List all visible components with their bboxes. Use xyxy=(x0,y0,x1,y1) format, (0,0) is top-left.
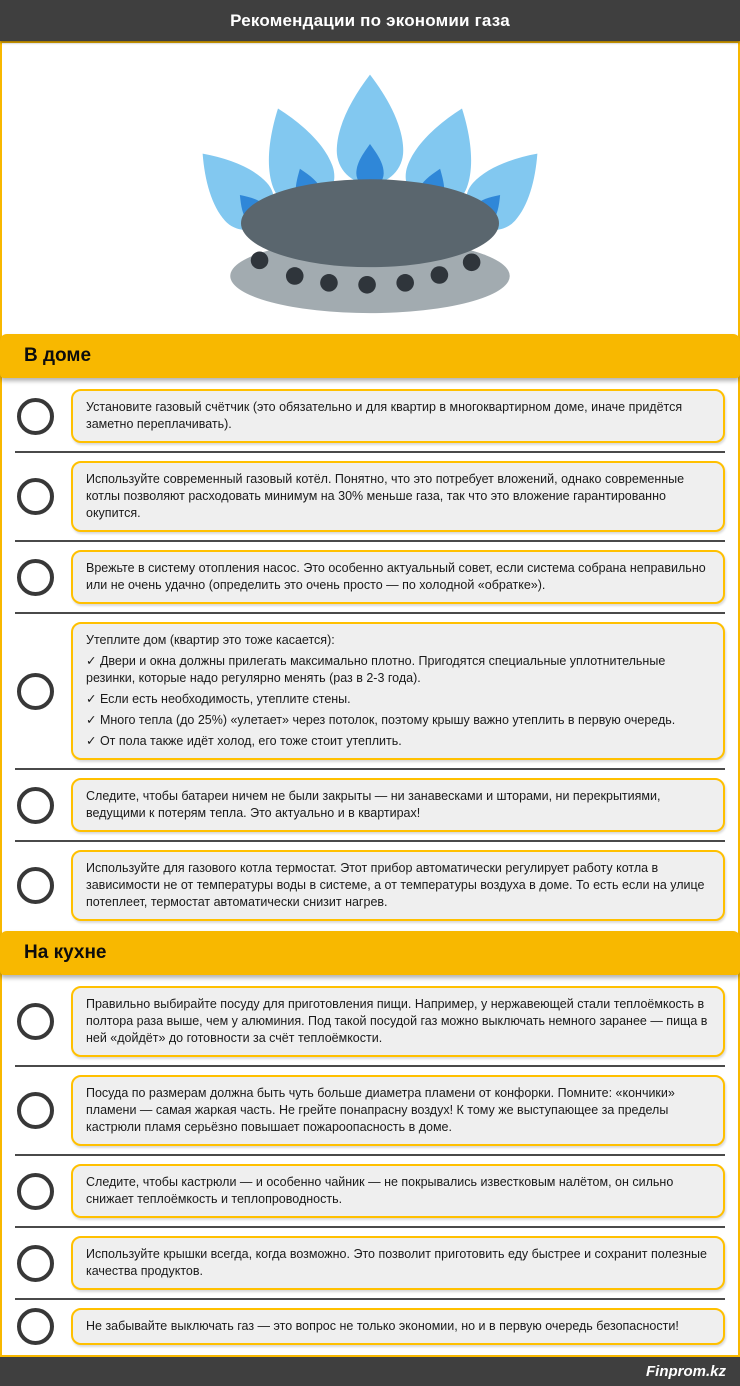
section-title: На кухне xyxy=(24,942,107,963)
tip-row xyxy=(15,840,725,929)
tip-text: Используйте для газового котла термостат. Этот прибор автоматически регулирует работу котла в зависимости не от температуры воды в системе, а от температуры воздуха в доме. То есть если на улице потеплеет, термостат автоматически снизит нагрев. xyxy=(86,861,705,909)
sections-container xyxy=(2,334,738,1355)
tip-text-box xyxy=(71,461,725,532)
tip-text-box xyxy=(71,389,725,443)
checkbox-circle[interactable] xyxy=(17,673,54,710)
tip-row xyxy=(15,451,725,540)
tip-text: Установите газовый счётчик (это обязательно и для квартир в многоквартирном доме, иначе придётся заметно переплачивать). xyxy=(86,400,683,431)
tip-text: Следите, чтобы батареи ничем не были закрыты — ни занавесками и шторами, ни перекрытиями, ведущими к потерям тепла. Это актуально и в квартирах! xyxy=(86,789,661,820)
tip-row xyxy=(15,1298,725,1353)
section xyxy=(2,931,738,1355)
section xyxy=(2,334,738,931)
checkbox-circle[interactable] xyxy=(17,1092,54,1129)
tip-text: ✓ Много тепла (до 25%) «улетает» через потолок, поэтому крышу важно утеплить в первую очередь. xyxy=(86,713,676,727)
flame-center-icon xyxy=(337,74,403,186)
checkbox-circle[interactable] xyxy=(17,559,54,596)
tip-row xyxy=(15,381,725,451)
tip-text: Врежьте в систему отопления насос. Это особенно актуальный совет, если система собрана неправильно или не очень удачно (определить это очень просто — по холодной «обратке»). xyxy=(86,561,706,592)
tip-text: Утеплите дом (квартир это тоже касается): xyxy=(86,633,335,647)
tip-text-box xyxy=(71,1164,725,1218)
checkbox-circle[interactable] xyxy=(17,478,54,515)
checkbox-circle[interactable] xyxy=(17,1245,54,1282)
checkbox-circle[interactable] xyxy=(17,1003,54,1040)
tip-row xyxy=(15,978,725,1065)
tip-text-box xyxy=(71,1308,725,1345)
checkbox-circle[interactable] xyxy=(17,1173,54,1210)
gas-burner-illustration xyxy=(2,43,738,334)
tip-text: Посуда по размерам должна быть чуть больше диаметра пламени от конфорки. Помните: «кончики» пламени — самая жаркая часть. Не грейте понапрасну воздух! К тому же выступающее за пределы кастрюли пламя серьёзно повышает пожароопасность в доме. xyxy=(86,1086,675,1134)
tip-text-box xyxy=(71,986,725,1057)
tip-text: Используйте крышки всегда, когда возможно. Это позволит приготовить еду быстрее и сохранит полезные качества продуктов. xyxy=(86,1247,707,1278)
tip-text: ✓ Двери и окна должны прилегать максимально плотно. Пригодятся специальные уплотнительные резинки, которые надо регулярно менять (раз в 2-3 года). xyxy=(86,654,666,685)
tip-text: Используйте современный газовый котёл. Понятно, что это потребует вложений, однако современные котлы позволяют расходовать минимум на 30% меньше газа, так что это вложение гарантированно окупится. xyxy=(86,472,685,520)
tip-text-box xyxy=(71,1236,725,1290)
tip-row xyxy=(15,540,725,612)
checkbox-circle[interactable] xyxy=(17,1308,54,1345)
checkbox-circle[interactable] xyxy=(17,787,54,824)
tip-text-box xyxy=(71,1075,725,1146)
checkbox-circle[interactable] xyxy=(17,398,54,435)
section-header-band xyxy=(0,334,740,378)
section-title: В доме xyxy=(24,345,92,366)
tip-row xyxy=(15,1226,725,1298)
gas-burner-icon xyxy=(155,53,585,325)
tip-text-box xyxy=(71,550,725,604)
tip-text: ✓ От пола также идёт холод, его тоже стоит утеплить. xyxy=(86,734,402,748)
tip-row xyxy=(15,612,725,768)
page-header xyxy=(0,0,740,41)
tip-row xyxy=(15,768,725,840)
tip-text-box xyxy=(71,622,725,760)
tip-text: ✓ Если есть необходимость, утеплите стены. xyxy=(86,692,351,706)
tips-list xyxy=(2,975,738,1355)
tip-row xyxy=(15,1065,725,1154)
page-footer xyxy=(0,1357,740,1386)
section-header-band xyxy=(0,931,740,975)
brand-logo: Finprom.kz xyxy=(645,1363,726,1380)
page-title: Рекомендации по экономии газа xyxy=(230,10,510,30)
tip-text-box xyxy=(71,850,725,921)
checkbox-circle[interactable] xyxy=(17,867,54,904)
tip-text: Правильно выбирайте посуду для приготовления пищи. Например, у нержавеющей стали теплоёмкость в полтора раза выше, чем у алюминия. Под такой посудой газ можно выключать немного заранее — пища в ней «дойдёт» до готовности за счёт теплоёмкости. xyxy=(86,997,708,1045)
tip-row xyxy=(15,1154,725,1226)
tip-text-box xyxy=(71,778,725,832)
content-frame xyxy=(0,41,740,1357)
tip-text: Следите, чтобы кастрюли — и особенно чайник — не покрывались известковым налётом, он сильно снижает теплоёмкость и теплопроводность. xyxy=(86,1175,674,1206)
burner-top xyxy=(241,179,499,267)
tips-list xyxy=(2,378,738,931)
tip-text: Не забывайте выключать газ — это вопрос не только экономии, но и в первую очередь безопасности! xyxy=(86,1319,679,1333)
